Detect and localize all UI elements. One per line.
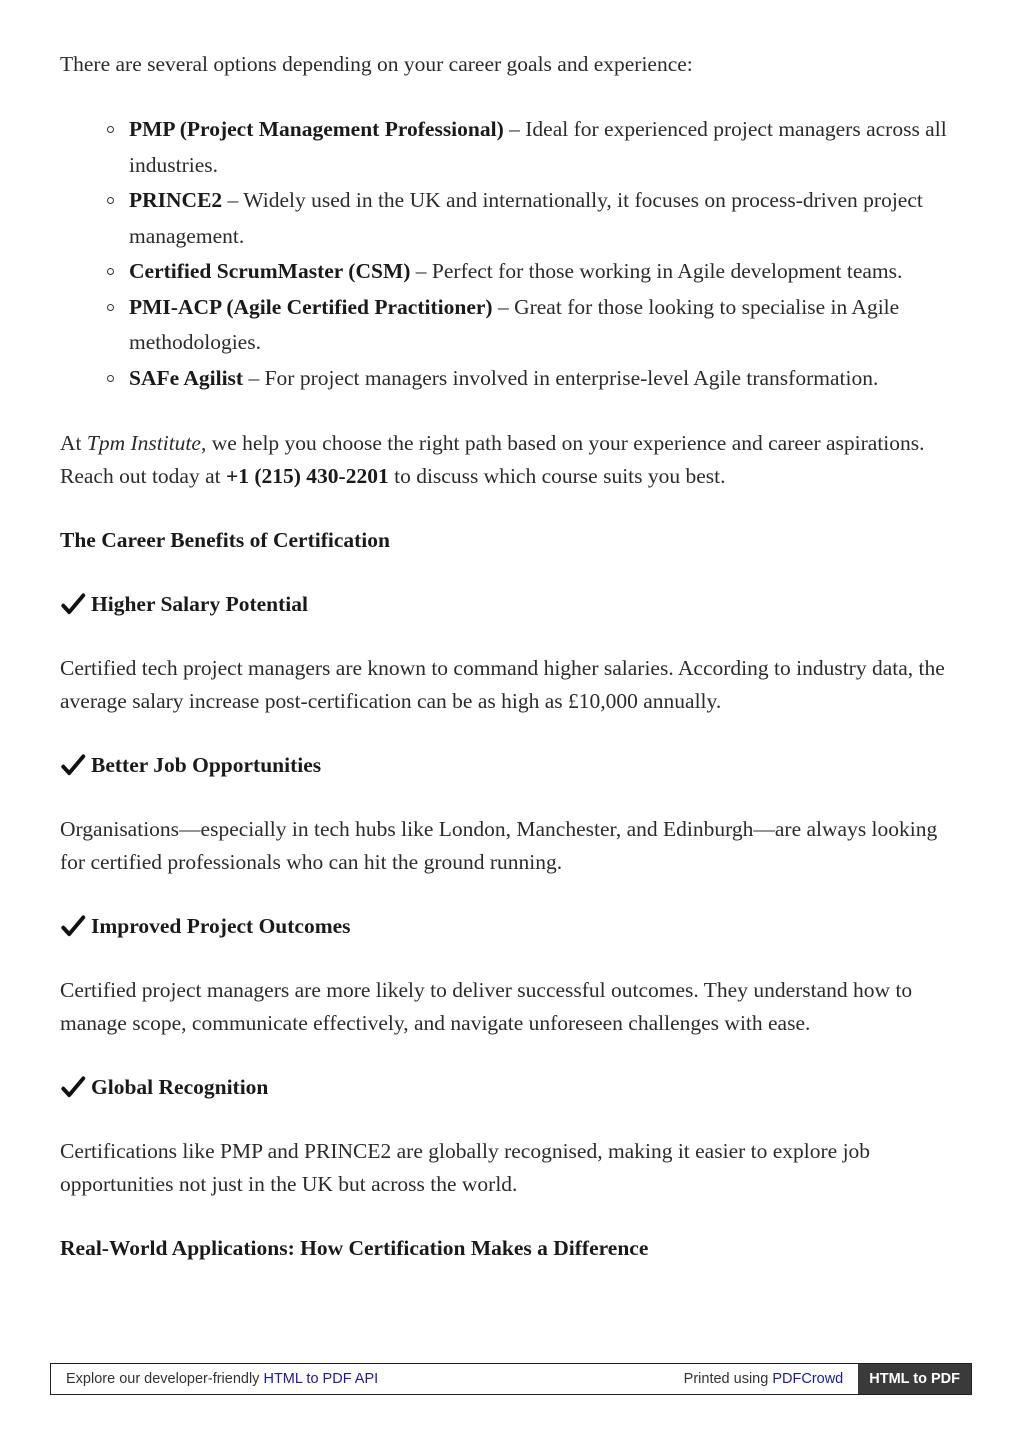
certification-description: – Perfect for those working in Agile development teams.: [410, 259, 903, 283]
bullet-icon: [107, 375, 114, 382]
benefit-text: Organisations—especially in tech hubs like London, Manchester, and Edinburgh—are always looking for certified professionals who can hit the ground running.: [60, 817, 938, 874]
bullet-icon: [107, 126, 114, 133]
certification-description: – Widely used in the UK and internationally, it focuses on process-driven project management.: [129, 188, 923, 248]
bullet-icon: [107, 268, 114, 275]
cta-paragraph: [60, 427, 960, 493]
benefit-heading: [60, 910, 960, 943]
benefits-heading: The Career Benefits of Certification: [60, 528, 390, 552]
applications-heading: Real-World Applications: How Certification Makes a Difference: [60, 1236, 649, 1260]
html-to-pdf-api-link[interactable]: HTML to PDF API: [263, 1371, 379, 1387]
benefit-title: Global Recognition: [91, 1075, 269, 1099]
institute-name: Tpm Institute: [86, 431, 201, 455]
certification-name: PMP (Project Management Professional): [129, 117, 504, 141]
benefit-heading: [60, 1071, 960, 1104]
benefit-text: Certifications like PMP and PRINCE2 are globally recognised, making it easier to explore job opportunities not just in the UK but across the world.: [60, 1139, 871, 1196]
certification-description: – Great for those looking to specialise in Agile methodologies.: [129, 294, 900, 354]
list-item: [129, 290, 969, 361]
checkmark-icon: [60, 1074, 86, 1100]
footer-printed: [684, 1371, 859, 1387]
bullet-icon: [107, 197, 114, 204]
cta-suffix: to discuss which course suits you best.: [388, 464, 726, 488]
list-item: [129, 112, 969, 183]
intro-paragraph: There are several options depending on your career goals and experience:: [60, 52, 693, 76]
certification-description: – Ideal for experienced project managers across all industries.: [129, 117, 947, 177]
checkmark-icon: [60, 913, 86, 939]
phone-number: +1 (215) 430-2201: [225, 464, 389, 488]
checkmark-icon: [60, 591, 86, 617]
certification-name: Certified ScrumMaster (CSM): [129, 259, 411, 283]
benefit-heading: [60, 749, 960, 782]
bullet-icon: [107, 304, 114, 311]
list-item: [129, 183, 969, 254]
certification-description: – For project managers involved in enterprise-level Agile transformation.: [243, 365, 879, 390]
list-item: [129, 361, 969, 397]
explore-text: Explore our developer-friendly: [66, 1371, 264, 1387]
benefit-title: Higher Salary Potential: [91, 592, 308, 616]
certification-name: SAFe Agilist: [129, 365, 244, 390]
printed-text: Printed using: [683, 1371, 773, 1387]
footer-left: [51, 1371, 684, 1387]
pdfcrowd-footer-banner: [50, 1363, 972, 1395]
cta-prefix: At: [60, 431, 87, 455]
benefit-title: Improved Project Outcomes: [91, 914, 351, 938]
certification-name: PRINCE2: [129, 188, 223, 212]
pdfcrowd-link[interactable]: PDFCrowd: [772, 1371, 844, 1387]
checkmark-icon: [60, 752, 86, 778]
benefit-text: Certified project managers are more likely to deliver successful outcomes. They understand how to manage scope, communicate effectively, and navigate unforeseen challenges with ease.: [60, 978, 913, 1035]
benefit-title: Better Job Opportunities: [91, 753, 322, 777]
benefit-heading: [60, 588, 960, 621]
certification-list: [60, 112, 969, 396]
certification-name: PMI-ACP (Agile Certified Practitioner): [129, 294, 493, 319]
list-item: [129, 254, 969, 290]
cta-middle: , we help you choose the right path based on your experience and career aspirations. Reach out today at: [60, 431, 925, 488]
benefit-text: Certified tech project managers are known to command higher salaries. According to industry data, the average salary increase post-certification can be as high as £10,000 annually.: [60, 656, 945, 713]
article-body: [60, 48, 960, 1296]
html-to-pdf-button[interactable]: HTML to PDF: [858, 1364, 971, 1394]
